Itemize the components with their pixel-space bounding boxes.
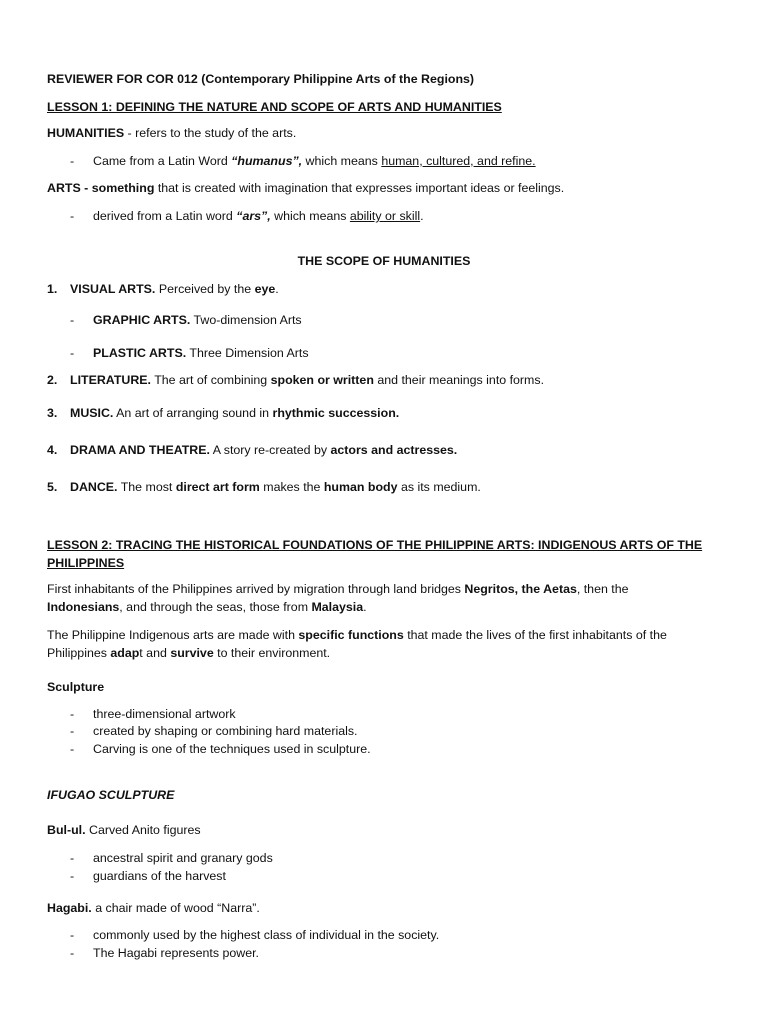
document-title: REVIEWER FOR COR 012 (Contemporary Philippine Arts of the Regions)	[47, 72, 475, 86]
sub-desc: Three Dimension Arts	[186, 346, 309, 360]
arts-term: ARTS - something	[47, 181, 155, 195]
indigenous-paragraph-line1	[47, 627, 727, 645]
bullet-text: The Hagabi represents power.	[93, 946, 259, 960]
bullet-text: Carving is one of the techniques used in sculpture.	[93, 742, 371, 756]
indigenous-paragraph-line2	[47, 645, 727, 663]
item-text1: The most	[117, 480, 176, 494]
item-text	[70, 479, 481, 497]
bullet-dash: -	[70, 724, 75, 738]
hagabi-def: a chair made of wood “Narra”.	[91, 901, 260, 915]
para-text: t and	[139, 646, 171, 660]
para-text: The Philippine Indigenous arts are made with	[47, 628, 299, 642]
item-text2: and their meanings into forms.	[373, 373, 545, 387]
bullet-pre: derived from a Latin word	[93, 209, 237, 223]
bullet-text: guardians of the harvest	[93, 869, 226, 883]
bullet-mid: which means	[302, 154, 382, 168]
para-bold: specific functions	[298, 628, 404, 642]
migration-paragraph-line2	[47, 599, 727, 617]
bullet-dash: -	[70, 928, 75, 942]
para-bold: Indonesians	[47, 600, 120, 614]
bullet-meaning: ability or skill	[349, 209, 421, 223]
bullet-end: .	[420, 209, 424, 223]
hagabi-definition	[47, 900, 727, 918]
bulul-def: Carved Anito figures	[85, 823, 201, 837]
item-text1: Perceived by the	[155, 282, 255, 296]
bullet-pre: Came from a Latin Word	[93, 154, 232, 168]
bulul-definition	[47, 822, 727, 840]
bullet-dash: -	[70, 742, 75, 756]
item-bold: human body	[323, 480, 398, 494]
para-bold: Negritos, the Aetas	[464, 582, 577, 596]
bulul-term: Bul-ul.	[47, 823, 86, 837]
item-number: 5.	[47, 480, 58, 494]
sculpture-heading: Sculpture	[47, 680, 105, 694]
para-text: First inhabitants of the Philippines arrived by migration through land bridges	[47, 582, 465, 596]
lesson2-heading-line1: LESSON 2: TRACING THE HISTORICAL FOUNDATIONS OF THE PHILIPPINE ARTS: INDIGENOUS ARTS OF THE	[47, 538, 703, 552]
item-bold: actors and actresses.	[330, 443, 458, 457]
sub-label: PLASTIC ARTS.	[93, 346, 187, 360]
item-number: 4.	[47, 443, 58, 457]
bullet-text: commonly used by the highest class of individual in the society.	[93, 928, 440, 942]
bullet-text: ancestral spirit and granary gods	[93, 851, 273, 865]
bullet-dash: -	[70, 851, 75, 865]
bullet-dash: -	[70, 313, 75, 327]
item-text2: makes the	[259, 480, 324, 494]
item-bold: rhythmic succession.	[272, 406, 400, 420]
bullet-dash: -	[70, 869, 75, 883]
arts-definition	[47, 180, 727, 198]
item-bold: spoken or written	[270, 373, 374, 387]
humanities-term: HUMANITIES	[47, 126, 125, 140]
ifugao-heading: IFUGAO SCULPTURE	[47, 788, 175, 802]
bullet-dash: -	[70, 154, 75, 168]
lesson1-heading: LESSON 1: DEFINING THE NATURE AND SCOPE OF ARTS AND HUMANITIES	[47, 100, 502, 114]
item-text1: A story re-created by	[209, 443, 331, 457]
item-bold: direct art form	[175, 480, 260, 494]
para-bold: Malaysia	[311, 600, 364, 614]
item-text1: The art of combining	[151, 373, 271, 387]
item-bold: eye	[254, 282, 276, 296]
item-number: 3.	[47, 406, 58, 420]
para-bold: survive	[170, 646, 214, 660]
item-label: VISUAL ARTS.	[70, 282, 156, 296]
item-text	[70, 281, 279, 299]
sub-desc: Two-dimension Arts	[190, 313, 302, 327]
item-label: DANCE.	[70, 480, 118, 494]
item-label: MUSIC.	[70, 406, 114, 420]
bullet-mid: which means	[270, 209, 350, 223]
para-bold: adap	[110, 646, 140, 660]
latin-word: “humanus”,	[231, 154, 303, 168]
bullet-dash: -	[70, 209, 75, 223]
lesson2-heading-line2: PHILIPPINES	[47, 556, 125, 570]
item-text3: as its medium.	[397, 480, 481, 494]
bullet-dash: -	[70, 707, 75, 721]
para-text: , then the	[576, 582, 629, 596]
bullet-text	[93, 153, 536, 171]
item-text	[70, 372, 544, 390]
item-number: 2.	[47, 373, 58, 387]
bullet-text: three-dimensional artwork	[93, 707, 236, 721]
hagabi-term: Hagabi.	[47, 901, 92, 915]
migration-paragraph-line1	[47, 581, 727, 599]
latin-word: “ars”,	[236, 209, 271, 223]
item-number: 1.	[47, 282, 58, 296]
bullet-text	[93, 208, 424, 226]
item-text	[70, 442, 457, 460]
humanities-definition	[47, 125, 727, 143]
sub-text	[93, 345, 309, 363]
para-text: that made the lives of the first inhabitants of the	[403, 628, 667, 642]
sub-label: GRAPHIC ARTS.	[93, 313, 191, 327]
bullet-meaning: human, cultured, and refine.	[381, 154, 536, 168]
bullet-text: created by shaping or combining hard materials.	[93, 724, 358, 738]
item-label: LITERATURE.	[70, 373, 151, 387]
arts-def: that is created with imagination that expresses important ideas or feelings.	[154, 181, 565, 195]
item-text1: An art of arranging sound in	[113, 406, 273, 420]
bullet-dash: -	[70, 346, 75, 360]
para-text: .	[363, 600, 367, 614]
sub-text	[93, 312, 302, 330]
para-text: , and through the seas, those from	[119, 600, 312, 614]
item-text2: .	[275, 282, 279, 296]
humanities-def: - refers to the study of the arts.	[124, 126, 297, 140]
para-text: to their environment.	[213, 646, 331, 660]
bullet-dash: -	[70, 946, 75, 960]
item-label: DRAMA AND THEATRE.	[70, 443, 210, 457]
para-text: Philippines	[47, 646, 111, 660]
item-text	[70, 405, 399, 423]
scope-heading: THE SCOPE OF HUMANITIES	[297, 254, 471, 268]
